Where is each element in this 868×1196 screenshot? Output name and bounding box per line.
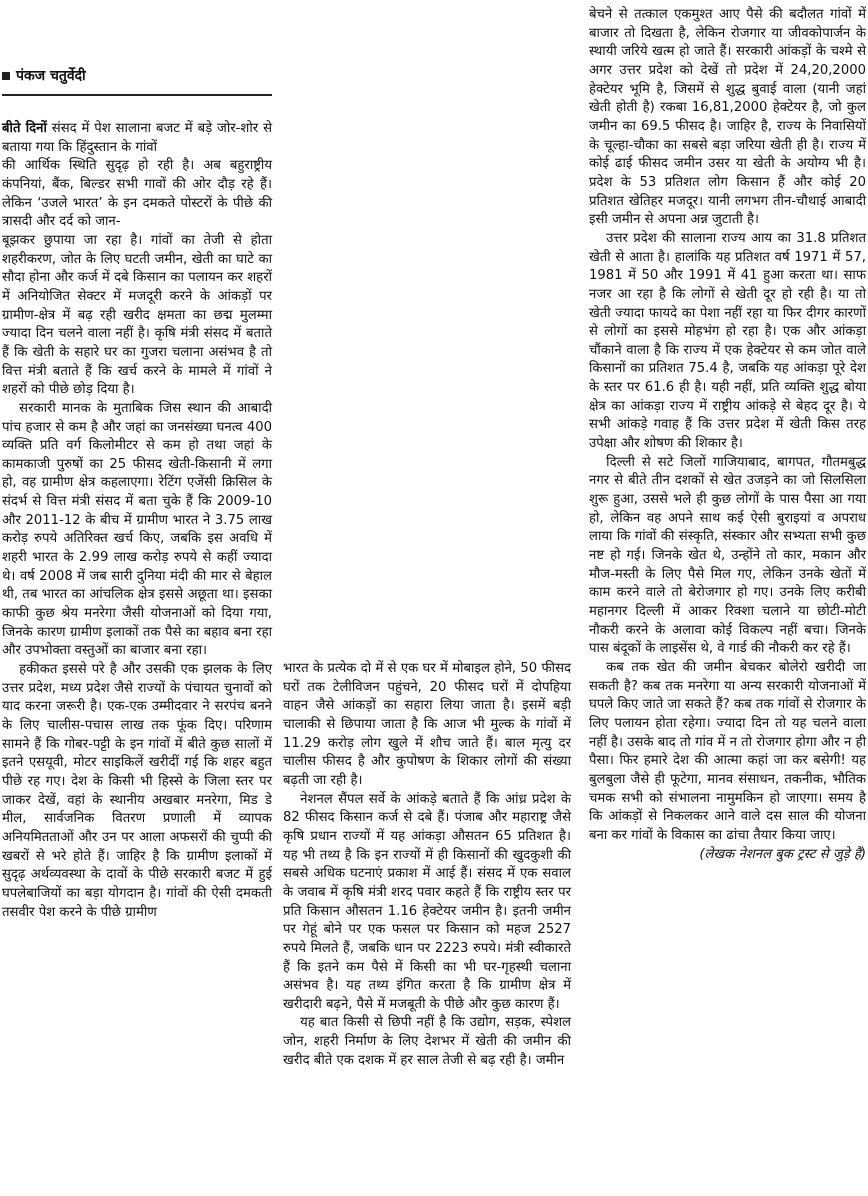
paragraph: कब तक खेत की जमीन बेचकर बोलेरो खरीदी जा सकती है? कब तक मनरेगा या अन्य सरकारी योजनाओं में घपले किए जाते जा सकते हैं? कब तक गांवों से रोजगार के लिए पलायन होता रहेगा। ज्यादा दिन तो यह चलने वाला नहीं है। उसके बाद तो गांव में न तो रोजगार होगा और न ही पैसा। फिर हमारे देश की आत्मा कहां जा कर बसेगी! यह बुलबुला जैसे ही फूटेगा, मानव संसाधन, तकनीक, भौतिक चमक सभी को संभालना नामुमकिन हो जाएगा। समय है कि आंकड़ों से निकलकर आने वाले दस साल की योजना बना कर गांवों के विकास का ढांचा तैयार किया जाए।	[589, 659, 866, 843]
article-column-left	[2, 120, 272, 922]
paragraph: यह बात किसी से छिपी नहीं है कि उद्योग, सड़क, स्पेशल जोन, शहरी निर्माण के लिए देशभर में खेती की जमीन की खरीद बीते एक दशक में हर साल तेजी से बढ़ रही है। जमीन	[283, 1015, 571, 1068]
paragraph: नेशनल सैंपल सर्वे के आंकड़े बताते हैं कि आंध्र प्रदेश के 82 फीसद किसान कर्ज से दबे हैं। पंजाब और महाराष्ट्र जैसे कृषि प्रधान राज्यों में यह आंकड़ा औसतन 65 प्रतिशत है। यह भी तथ्य है कि इन राज्यों में ही किसानों की खुदकुशी की सबसे अधिक घटनाएं प्रकाश में आई हैं। संसद में एक सवाल के जवाब में कृषि मंत्री शरद पवार कहते हैं कि राष्ट्रीय स्तर पर प्रति किसान औसतन 1.16 हेक्टेयर जमीन है। इतनी जमीन पर गेहूं बोने पर एक फसल पर किसान को महज 2527 रुपये मिलते हैं, जबकि धान पर 2223 रुपये। मंत्री स्वीकारते हैं कि इतने कम पैसे में किसी का भी घर-गृहस्थी चलाना असंभव है। यह तथ्य इंगित करता है कि ग्रामीण क्षेत्र में खरीदारी बढ़ने, पैसे में मजबूती के पीछे और कुछ कारण हैं।	[283, 791, 571, 1012]
paragraph: उत्तर प्रदेश की सालाना राज्य आय का 31.8 प्रतिशत खेती से आता है। हालांकि यह प्रतिशत वर्ष 1971 में 57, 1981 में 50 और 1991 में 41 हुआ करता था। साफ नजर आ रहा है कि लोगों से खेती दूर हो रही है। या तो खेती ज्यादा फायदे का पेशा नहीं रहा या फिर दीगर कारणों से लोगों का इससे मोहभंग हो रहा है। एक और आंकड़ा चौंकाने वाला है कि राज्य में एक हेक्टेयर से कम जोत वाले किसानों का प्रतिशत 75.4 है, जबकि यह आंकड़ा पूरे देश के स्तर पर 61.6 ही है। यही नहीं, प्रति व्यक्ति शुद्ध बोया क्षेत्र का आंकड़ा राज्य में राष्ट्रीय आंकड़े से बेहद दूर है। ये सभी आंकड़े गवाह हैं कि उत्तर प्रदेश में खेती किस तरह उपेक्षा और शोषण की शिकार है।	[589, 230, 866, 452]
byline-rule	[2, 94, 272, 96]
author-name: पंकज चतुर्वेदी	[16, 68, 86, 84]
byline-square-icon	[2, 72, 10, 80]
article-column-middle	[283, 660, 571, 1070]
article-column-right	[589, 6, 866, 864]
paragraph-wrapped-text: की आर्थिक स्थिति सुदृढ़ हो रही है। अब बहुराष्ट्रीय कंपनियां, बैंक, बिल्डर सभी गावों की ओर दौड़ रहे हैं। लेकिन ‘उजले भारत’ के इन दमकते पोस्टरों के पीछे की त्रासदी और दर्द को जान-	[2, 158, 272, 230]
paragraph-text: संसद में पेश सालाना बजट में बड़े जोर-शोर से बताया गया कि हिंदुस्तान के गांवों	[2, 121, 272, 155]
paragraph	[2, 120, 272, 157]
paragraph: हकीकत इससे परे है और उसकी एक झलक के लिए उत्तर प्रदेश, मध्य प्रदेश जैसे राज्यों के पंचायत चुनावों को याद करना जरूरी है। एक-एक उम्मीदवार ने सरपंच बनने के लिए चालीस-पचास लाख तक फूंक दिए। परिणाम सामने हैं कि गोबर-पट्टी के इन गांवों में बीते कुछ सालों में इतने एसयूवी, मोटर साइकिलें खरीदीं गई कि शहर बहुत पीछे रह गए। देश के किसी भी हिस्से के जिला स्तर पर जाकर देखें, वहां के स्थानीय अखबार मनरेगा, मिड डे मील, सार्वजनिक वितरण प्रणाली में व्यापक अनियमितताओं और उन पर आला अफसरों की चुप्पी की खबरों से भरे होते हैं। जाहिर है कि ग्रामीण इलाकों में सुदृढ़ अर्थव्यवस्था के दावों के पीछे सरकारी बजट में हुई घपलेबाजियों का बड़ा योगदान है। गांवों की ऐसी दमकती तसवीर पेश करने के पीछे ग्रामीण	[2, 662, 272, 920]
paragraph: बेचने से तत्काल एकमुश्त आए पैसे की बदौलत गांवों में बाजार तो दिखता है, लेकिन रोजगार या जीवकोपार्जन के स्थायी जरिये खत्म हो जाते हैं। सरकारी आंकड़ों के चश्मे से अगर उत्तर प्रदेश को देखें तो प्रदेश में 24,20,2000 हेक्टेयर भूमि है, जिसमें से शुद्ध बुवाई वाला (यानी जहां खेती होती है) रकबा 16,81,2000 हेक्टेयर है, जो कुल जमीन का 69.5 फीसद है। जाहिर है, राज्य के निवासियों के चूल्हा-चौका का सबसे बड़ा जरिया खेती ही है। राज्य में कोई ढाई फीसद जमीन उसर या खेती के अयोग्य भी है। प्रदेश के 53 प्रतिशत लोग किसान हैं और कोई 20 प्रतिशत खेतिहर मजदूर। यानी लगभग तीन-चौथाई आबादी इसी जमीन से अपना अन्न जुटाती है।	[589, 7, 866, 228]
paragraph: सरकारी मानक के मुताबिक जिस स्थान की आबादी पांच हजार से कम है और जहां का जनसंख्या घनत्व 400 व्यक्ति प्रति वर्ग किलोमीटर से कम हो तथा जहां के कामकाजी पुरुषों का 25 फीसद खेती-किसानी में लगा हो, वह ग्रामीण क्षेत्र कहलाएगा। रेटिंग एजेंसी क्रिसिल के संदर्भ से वित्त मंत्री संसद में बता चुके हैं कि 2009-10 और 2011-12 के बीच में ग्रामीण भारत ने 3.75 लाख करोड़ रुपये अतिरिक्त खर्च किए, जबकि इस अवधि में शहरी भारत के 2.99 लाख करोड़ रुपये से कहीं ज्यादा थे। वर्ष 2008 में जब सारी दुनिया मंदी की मार से बेहाल थी, तब भारत का आंचलिक क्षेत्र इससे अछूता था। इसका काफी कुछ श्रेय मनरेगा जैसी योजनाओं को दिया गया, जिनके कारण ग्रामीण इलाकों तक पैसे का बहाव बना रहा और उपभोक्ता वस्तुओं का बाजार बना रहा।	[2, 400, 272, 659]
paragraph: भारत के प्रत्येक दो में से एक घर में मोबाइल होने, 50 फीसद घरों तक टेलीविजन पहुंचने, 20 फीसद घरों में दोपहिया वाहन जैसे आंकड़ों का सहारा लिया जाता है। इसमें बड़ी चालाकी से छिपाया जाता है कि आज भी मुल्क के गांवों में 11.29 करोड़ लोग खुले में शौच जाते हैं। बाल मृत्यु दर चालीस फीसद है और कुपोषण के शिकार लोगों की संख्या बढ़ती जा रही है।	[283, 661, 571, 788]
author-byline	[2, 66, 272, 85]
lead-words: बीते दिनों	[2, 121, 47, 136]
paragraph: दिल्ली से सटे जिलों गाजियाबाद, बागपत, गौतमबुद्ध नगर से बीते तीन दशकों से खेत उजड़ने का जो सिलसिला शुरू हुआ, उससे भले ही कुछ लोगों के पास पैसा आ गया हो, लेकिन वह अपने साथ कई ऐसी बुराइयां व अपराध लाया कि गांवों की संस्कृति, संस्कार और सभ्यता सभी कुछ नष्ट हो गई। जिनके खेत थे, उन्होंने तो कार, मकान और मौज-मस्ती के लिए पैसे मिल गए, लेकिन उनके खेतों में काम करने वाले तो बेरोजगार हो गए। उनके लिए करीबी महानगर दिल्ली में आकर रिक्शा चलाने या छोटी-मोटी नौकरी करने के अलावा कोई विकल्प नहीं बचा। जिनके पास बंदूकों के लाइसेंस थे, वे गार्ड की नौकरी कर रहे हैं।	[589, 454, 866, 657]
paragraph-text: बूझकर छुपाया जा रहा है। गांवों का तेजी से होता शहरीकरण, जोत के लिए घटती जमीन, खेती का घाटे का सौदा होना और कर्ज में दबे किसान का पलायन कर शहरों में अनियोजित सेक्टर में मजदूरी करने के आंकड़ों पर ग्रामीण-क्षेत्र में बढ़ रही खरीद क्षमता का छद्म मुलम्मा ज्यादा दिन चलने वाला नहीं है। कृषि मंत्री संसद में बताते हैं कि खेती के सहारे घर का गुजरा चलाना असंभव है तो वित्त मंत्री बताते हैं कि खर्च करने के मामले में गांवों ने शहरों को पीछे छोड़ दिया है।	[2, 232, 272, 398]
author-credit: (लेखक नेशनल बुक ट्रस्ट से जुड़े हैं)	[699, 846, 866, 862]
